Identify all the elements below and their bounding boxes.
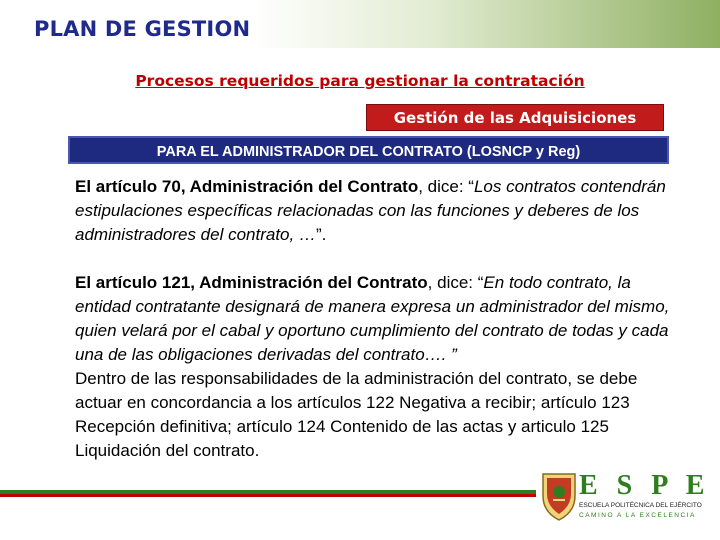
articulo-70-quote: Los contratos contendrán estipulaciones específicas relacionadas con las funciones y deberes de los administradores del contrato, …	[75, 177, 666, 244]
paragraph-articulo-121	[75, 271, 675, 367]
logo-line1: ESCUELA POLITÉCNICA DEL EJÉRCITO	[579, 502, 702, 509]
articulo-70-end: ”.	[315, 225, 327, 244]
page-title: PLAN DE GESTION	[34, 17, 251, 41]
articulo-121-connector: , dice: “	[427, 273, 484, 292]
body-text	[75, 175, 675, 463]
articulo-121-quote: En todo contrato, la entidad contratante designará de manera expresa un administrador del mismo, quien velará por el cabal y oportuno cumplimiento del contrato de todas y cada una de las obligaciones derivadas del contrato…. ”	[75, 273, 670, 364]
paragraph-gap	[75, 247, 675, 271]
shield-emblem-icon	[543, 474, 575, 520]
paragraph-responsabilidades: Dentro de las responsabilidades de la administración del contrato, se debe actuar en concordancia a los artículos 122 Negativa a recibir; artículo 123 Recepción definitiva; artículo 124 Contenido de las actas y articulo 125 Liquidación del contrato.	[75, 369, 638, 460]
articulo-121-heading: El artículo 121, Administración del Contrato	[75, 273, 428, 292]
adquisiciones-label: Gestión de las Adquisiciones	[366, 104, 664, 131]
logo-line2: CAMINO A LA EXCELENCIA	[579, 512, 696, 519]
espe-logo	[535, 466, 715, 526]
section-subtitle: Procesos requeridos para gestionar la contratación	[135, 72, 585, 90]
paragraph-articulo-70	[75, 175, 675, 247]
articulo-70-connector: , dice: “	[418, 177, 474, 196]
footer-red-line	[0, 494, 536, 497]
administrador-bar: PARA EL ADMINISTRADOR DEL CONTRATO (LOSNCP y Reg)	[68, 136, 669, 164]
logo-letters: E S P E	[579, 470, 711, 501]
articulo-70-heading: El artículo 70, Administración del Contrato	[75, 177, 419, 196]
